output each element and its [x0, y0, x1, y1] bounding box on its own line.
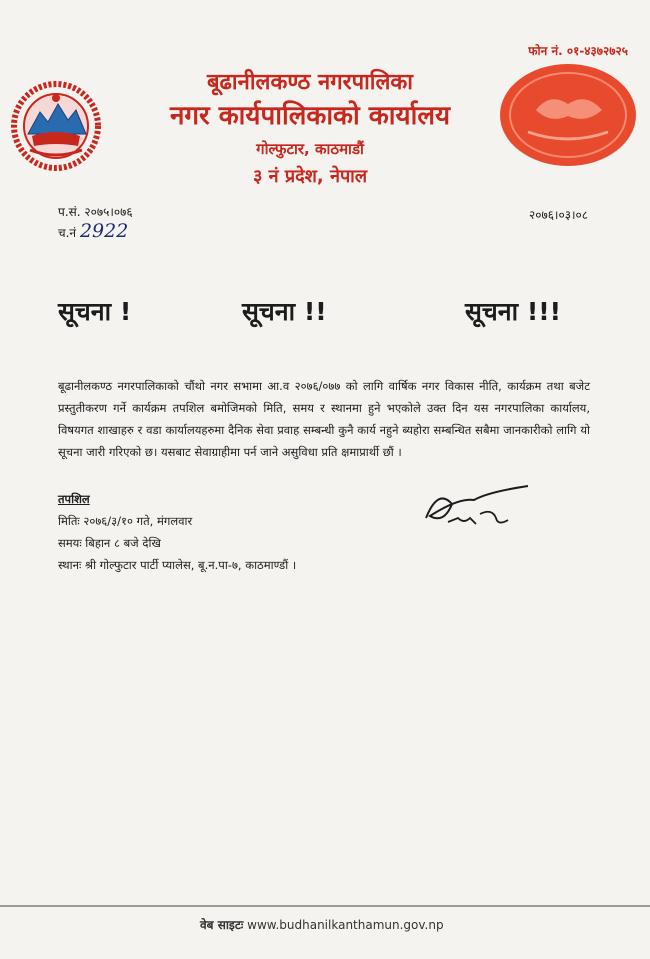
province: ३ नं प्रदेश, नेपाल: [252, 166, 368, 187]
details-heading: तपशिल: [58, 492, 90, 506]
office-location: गोल्फुटार, काठमाडौं: [256, 140, 364, 158]
website-link[interactable]: www.budhanilkanthamun.gov.np: [247, 918, 444, 932]
footer-divider: [0, 905, 650, 907]
details-time: समयः बिहान ८ बजे देखि: [58, 536, 161, 550]
letter-date: २०७६।०३।०८: [528, 208, 588, 222]
office-stamp-icon: [498, 62, 638, 168]
notice-title-2: सूचना !!: [242, 297, 327, 326]
office-name: नगर कार्यपालिकाको कार्यालय: [169, 101, 451, 131]
details-venue: स्थानः श्री गोल्फुटार पार्टी प्यालेस, बू.न.पा-७, काठमाण्डौं ।: [58, 558, 297, 572]
reference-block: [58, 203, 133, 243]
dispatch-label: च.नं: [58, 226, 77, 240]
dispatch-line: [58, 222, 133, 243]
details-block: [58, 488, 296, 576]
notice-body: बूढानीलकण्ठ नगरपालिकाको चौंथो नगर सभामा आ.व २०७६/०७७ को लागि वार्षिक नगर विकास नीति, कार्यक्रम तथा बजेट प्रस्तुतीकरण गर्ने कार्यक्रम तपशिल बमोजिमको मिति, समय र स्थानमा हुने भएकोले उक्त दिन यस नगरपालिका कार्यालय, विषयगत शाखाहरु र वडा कार्यालयहरुमा दैनिक सेवा प्रवाह सम्बन्धी कुनै कार्य नहुने ब्यहोरा सम्बन्धित सबैमा जानकारीको लागि यो सूचना जारी गरिएको छ। यसबाट सेवाग्राहीमा पर्न जाने असुविधा प्रति क्षमाप्रार्थी छौं ।: [58, 379, 590, 459]
phone-number: फोन नं. ०१-४३७२७२५: [528, 44, 628, 58]
website-label: वेब साइटः: [200, 918, 244, 932]
website-line: [200, 916, 444, 933]
dispatch-number: 2922: [79, 220, 129, 242]
details-date: मितिः २०७६/३/१० गते, मंगलवार: [58, 514, 193, 528]
letterhead: [110, 68, 510, 192]
fiscal-year: प.सं. २०७५।०७६: [58, 205, 133, 219]
nepal-emblem-icon: [10, 80, 102, 172]
signature-icon: [418, 478, 538, 538]
municipality-name: बूढानीलकण्ठ नगरपालिका: [206, 70, 413, 95]
notice-title-3: सूचना !!!: [465, 297, 562, 326]
notice-title-1: सूचना !: [58, 297, 132, 326]
